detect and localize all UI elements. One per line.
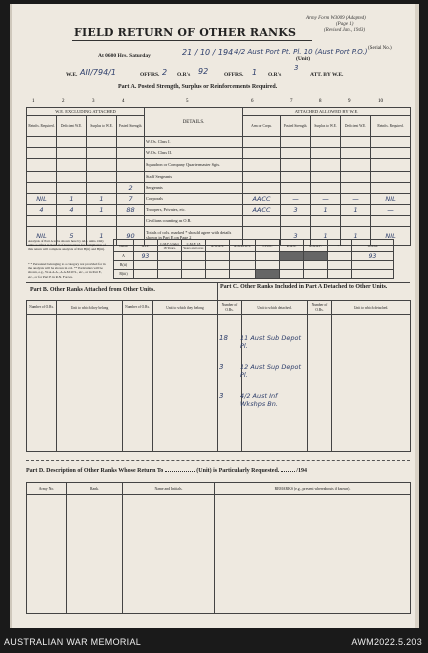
analysis-cell-aif [134,270,158,279]
part-a-cell-c2 [57,137,87,148]
footer-accession: AWM2022.5.203 [351,637,422,647]
part-a-cell-c2 [57,172,87,183]
part-d-title [26,468,410,474]
part-a-cell-c10 [371,183,411,194]
part-a-cell-c3 [87,148,117,159]
at-label: At 0600 Hrs. Saturday [98,53,151,59]
part-a-row [27,216,411,227]
analysis-header-cell: C.M.F. 18 Years and over. [183,241,204,250]
part-a-cell-c9 [341,148,371,159]
part-a-detail: W.Os. Class II. [145,148,243,159]
part-a-cell-c9: — [341,194,371,205]
part-c-entry-number: 3 [219,392,224,400]
part-a-cell-c3 [87,216,117,227]
footer-bar [0,634,428,653]
hdr-posted-left: Posted Strength. [117,116,145,137]
analysis-cell-total [352,270,394,279]
part-a-cell-c3 [87,183,117,194]
part-a-cell-c8: — [311,194,341,205]
part-a-cell-c8 [311,216,341,227]
we-label: W.E. [66,72,78,78]
analysis-cell-civil [256,252,280,261]
part-a-cell-c4: 88 [117,205,145,216]
part-a-cell-c7 [281,159,311,172]
part-a-detail: Troopers, Privates, etc. [145,205,243,216]
analysis-cell-aamws [230,252,256,261]
form-title: FIELD RETURN OF OTHER RANKS [74,26,297,39]
part-a-cell-c3 [87,137,117,148]
at-date: 21 / 10 / 194 [182,48,234,57]
col-num-10: 10 [378,99,383,104]
part-b-hdr-number-2: Number of O.Rs. [123,301,153,315]
part-a-cell-c10 [371,216,411,227]
part-bc-top-rule [26,282,410,283]
form-sheet [10,4,419,628]
part-a-cell-c4: 7 [117,194,145,205]
part-a-cell-c1: NIL [27,227,57,246]
part-a-detail: Corporals [145,194,243,205]
hdr-deficient-left: Deficient W.E. [57,116,87,137]
part-c-hdr-number-2: Number of O.Rs. [308,301,332,315]
part-a-cell-c2 [57,159,87,172]
form-number: Army Form W3009 (Adapted) [306,16,366,21]
part-a-cell-c9: 1 [341,205,371,216]
part-a-rows [27,137,411,246]
analysis-cell-label: B(ii) [114,261,134,270]
hdr-deficient-right: Deficient W.E. [341,116,371,137]
part-c-title: Part C. Other Ranks Included in Part A Detached to Other Units. [220,284,388,290]
part-a-table [26,107,411,246]
part-a-cell-c2: 4 [57,205,87,216]
analysis-cell-other [328,270,352,279]
part-c-hdr-unit-2: Unit to which detached. [332,301,411,315]
serial-label: (Serial No.) [368,46,392,51]
part-a-cell-c7 [281,183,311,194]
part-a-row [27,205,411,216]
part-a-cell-c7 [281,137,311,148]
part-a-cell-c7: 3 [281,205,311,216]
part-a-cell-c9 [341,172,371,183]
analysis-cell-aif: 93 [134,252,158,261]
analysis-header-cell: A.I.F. [134,240,158,252]
analysis-note: Analysis of Part A to be shown here by ALL units. Only units notified in Serv. 7 of Instructions for compilation of this return will complete analysis of Part B(ii) and B(iii). [28,239,106,252]
analysis-cell-cmf1 [158,261,182,270]
part-a-cell-c1 [27,148,57,159]
part-a-row [27,159,411,172]
part-a-cell-c7 [281,216,311,227]
att-value: 3 [294,64,299,72]
analysis-table [113,239,394,279]
part-d-hdr-army-no: Army No. [27,483,67,495]
part-a-cell-c4 [117,137,145,148]
part-a-cell-c8 [311,159,341,172]
part-a-detail: Totals of cols. marked * should agree with details shown in Part E on Page 2 [145,227,243,246]
part-a-cell-c7: 3 [281,227,311,246]
part-a-row [27,148,411,159]
offrs-value: 2 [162,68,168,77]
offrs2-label: OFFRS. [224,72,244,78]
part-a-cell-c7: — [281,194,311,205]
part-a-cell-c6 [243,183,281,194]
part-c-entry-unit: 4/2 Aust Inf Wkshps Bn. [240,392,278,408]
part-a-cell-c2 [57,216,87,227]
part-a-cell-c10: NIL [371,227,411,246]
col-num-4: 4 [122,99,125,104]
part-a-cell-c1 [27,159,57,172]
hdr-surplus-left: Surplus to W.E. [87,116,117,137]
part-a-cell-c10 [371,137,411,148]
hdr-posted-right: Posted Strength. [281,116,311,137]
col-num-5: 5 [186,99,189,104]
part-a-cell-c3 [87,159,117,172]
unit-label: (Unit) [296,56,311,62]
part-d-hdr-name: Name and Initials. [123,483,215,495]
part-a-cell-c10: — [371,205,411,216]
part-a-cell-c6 [243,137,281,148]
col-num-9: 9 [348,99,351,104]
analysis-cell-aamws [230,261,256,270]
analysis-cell-total [352,261,394,270]
analysis-row [114,270,394,279]
part-a-detail: Sergeants [145,183,243,194]
part-a-cell-c4: 2 [117,183,145,194]
part-a-cell-c10 [371,172,411,183]
part-a-cell-c10 [371,159,411,172]
ors-value: 92 [198,67,209,76]
part-a-col-numbers [26,99,410,106]
analysis-cell-awas [206,270,230,279]
part-a-cell-c7 [281,148,311,159]
part-a-row [27,183,411,194]
part-a-detail: W.Os. Class I. [145,137,243,148]
part-c-entry-unit: 11 Aust Sub Depot Pl. [240,334,301,350]
part-a-cell-c10 [371,148,411,159]
analysis-row [114,261,394,270]
analysis-cell-civil [256,261,280,270]
analysis-header-cell: A.A.M.W.S. [230,240,256,252]
form-number-block [306,16,416,34]
part-a-cell-c8 [311,183,341,194]
part-d-hdr-rank: Rank. [67,483,123,495]
part-a-cell-c8 [311,148,341,159]
part-a-title: Part A. Posted Strength, Surplus or Reinforcements Required. [118,84,278,90]
part-a-cell-c3 [87,172,117,183]
part-a-cell-c6: AACC [243,194,281,205]
we-value: AII/794/1 [80,68,116,77]
part-a-cell-c1: NIL [27,194,57,205]
part-a-detail: Squadron or Company Quartermaster Sgts. [145,159,243,172]
personnel-note: * * Personnel belonging to a category not provided for in the analysis will be shown in col. ** Particulars will be shown, e.g., W.A.A.A., A.A.M.W.S., etc., or in Part E, etc., or for Part E in R.N. Forces. [28,262,106,279]
analysis-header-cell: A.W.A.S. [206,240,230,252]
part-a-cell-c9 [341,159,371,172]
part-a-cell-c6: AACC [243,205,281,216]
analysis-rows [114,252,394,279]
part-a-row [27,137,411,148]
col-num-8: 8 [319,99,322,104]
analysis-header-cell: Detail [114,240,134,252]
attached-allowed-header: ATTACHED ALLOWED BY W.E. [243,108,411,116]
part-c-hdr-number-1: Number of O.Rs. [218,301,242,315]
part-a-cell-c4 [117,172,145,183]
part-a-cell-c9 [341,137,371,148]
analysis-cell-cmf2 [182,252,206,261]
part-b-table [26,300,218,452]
separator-dashed [26,460,410,461]
unit-handwritten: 4/2 Aust Port Pt. Pl. 10 (Aust Port P.O.) [234,48,368,56]
analysis-cell-awas [206,252,230,261]
part-a-cell-c6 [243,172,281,183]
att-label: ATT. BY W.E. [310,72,344,78]
part-a-cell-c7 [281,172,311,183]
analysis-cell-aif [134,261,158,270]
part-c-hdr-unit-1: Unit to which detached. [242,301,308,315]
analysis-cell-cmf1 [158,270,182,279]
part-a-cell-c4: 90 [117,227,145,246]
form-page: (Page 1) [336,22,354,27]
analysis-cell-ran [280,261,304,270]
part-a-cell-c4 [117,159,145,172]
part-a-cell-c10: NIL [371,194,411,205]
part-d-table [26,482,411,614]
part-a-cell-c2 [57,183,87,194]
part-c-entry-number: 18 [219,334,228,342]
analysis-header-cell: TOTAL [352,240,394,252]
part-c-entry-unit: 12 Aust Sup Depot Pl. [240,363,301,379]
part-b-hdr-number-1: Number of O.Rs. [27,301,57,315]
hdr-reinfts-left: Reinfts. Required. [27,116,57,137]
part-a-cell-c8 [311,172,341,183]
part-a-detail: Staff Sergeants [145,172,243,183]
part-a-cell-c4 [117,148,145,159]
part-a-row [27,172,411,183]
part-a-cell-c1 [27,137,57,148]
analysis-cell-raaf [304,270,328,279]
analysis-cell-cmf2 [182,261,206,270]
analysis-cell-label: A [114,252,134,261]
part-a-cell-c4 [117,216,145,227]
analysis-header-cell: R.A.N. [280,240,304,252]
part-b-hdr-unit-1: Unit to which they belong [57,301,123,315]
analysis-header-cell: R.A.A.F. [304,240,328,252]
col-num-6: 6 [251,99,254,104]
analysis-header-cell: * * [328,240,352,252]
analysis-cell-awas [206,261,230,270]
part-a-cell-c1 [27,216,57,227]
analysis-cell-ran [280,270,304,279]
part-a-cell-c9 [341,183,371,194]
part-a-cell-c8: 1 [311,205,341,216]
part-a-cell-c2: 1 [57,194,87,205]
part-d-title-mid: (Unit) is Particularly Requested. [196,468,280,474]
part-c-entry-number: 3 [219,363,224,371]
analysis-cell-total: 93 [352,252,394,261]
part-a-cell-c8: 1 [311,227,341,246]
offrs-label: OFFRS. [140,72,160,78]
part-a-cell-c9: 1 [341,227,371,246]
att-offrs-value: 1 [252,68,258,77]
analysis-row [114,252,394,261]
analysis-header-cell: C.M.F. Under 18 Years. [158,240,182,252]
analysis-cell-other [328,252,352,261]
part-a-cell-c8 [311,137,341,148]
analysis-cell-civil [256,270,280,279]
ors2-label: O.R's [268,72,282,78]
hdr-reinfts-right: Reinfts. Required. [371,116,411,137]
title-underline [72,40,312,41]
part-a-cell-c6 [243,148,281,159]
part-b-hdr-unit-2: Unit to which they belong [153,301,218,315]
footer-institution: AUSTRALIAN WAR MEMORIAL [4,637,142,647]
part-a-cell-c6 [243,159,281,172]
part-d-title-end: /194 [296,468,307,474]
part-b-title: Part B. Other Ranks Attached from Other Units. [30,287,155,293]
part-a-detail: Civilians counting as O.R. [145,216,243,227]
analysis-cell-ran [280,252,304,261]
col-num-1: 1 [32,99,35,104]
we-excluding-header: W.E. EXCLUDING ATTACHED [27,108,145,116]
col-num-2: 2 [62,99,65,104]
analysis-cell-cmf1 [158,252,182,261]
part-d-title-start: Part D. Description of Other Ranks Whose Return To [26,468,164,474]
part-d-hdr-remarks: REMARKS (e.g., present whereabouts if known). [215,483,411,495]
part-a-cell-c9 [341,216,371,227]
hdr-arm-corps: Arm or Corps. [243,116,281,137]
analysis-header-cell: CIVIL. [256,240,280,252]
part-a-cell-c2 [57,148,87,159]
details-header: DETAILS. [145,108,243,137]
analysis-header-row [114,240,394,252]
part-a-row [27,194,411,205]
analysis-cell-other [328,261,352,270]
form-revised: (Revised Jan., 1943) [324,28,366,33]
col-num-7: 7 [290,99,293,104]
part-a-cell-c1 [27,183,57,194]
analysis-cell-label: B(iii) [114,270,134,279]
ors-label: O.R's [177,72,191,78]
part-a-cell-c3: 1 [87,227,117,246]
analysis-cell-raaf [304,252,328,261]
analysis-cell-cmf2 [182,270,206,279]
col-num-3: 3 [92,99,95,104]
part-a-cell-c2: 5 [57,227,87,246]
analysis-cell-aamws [230,270,256,279]
part-a-cell-c3: 1 [87,194,117,205]
part-a-cell-c6 [243,216,281,227]
part-a-cell-c3: 1 [87,205,117,216]
hdr-surplus-right: Surplus to W.E. [311,116,341,137]
part-a-cell-c1: 4 [27,205,57,216]
analysis-cell-raaf [304,261,328,270]
part-a-cell-c1 [27,172,57,183]
